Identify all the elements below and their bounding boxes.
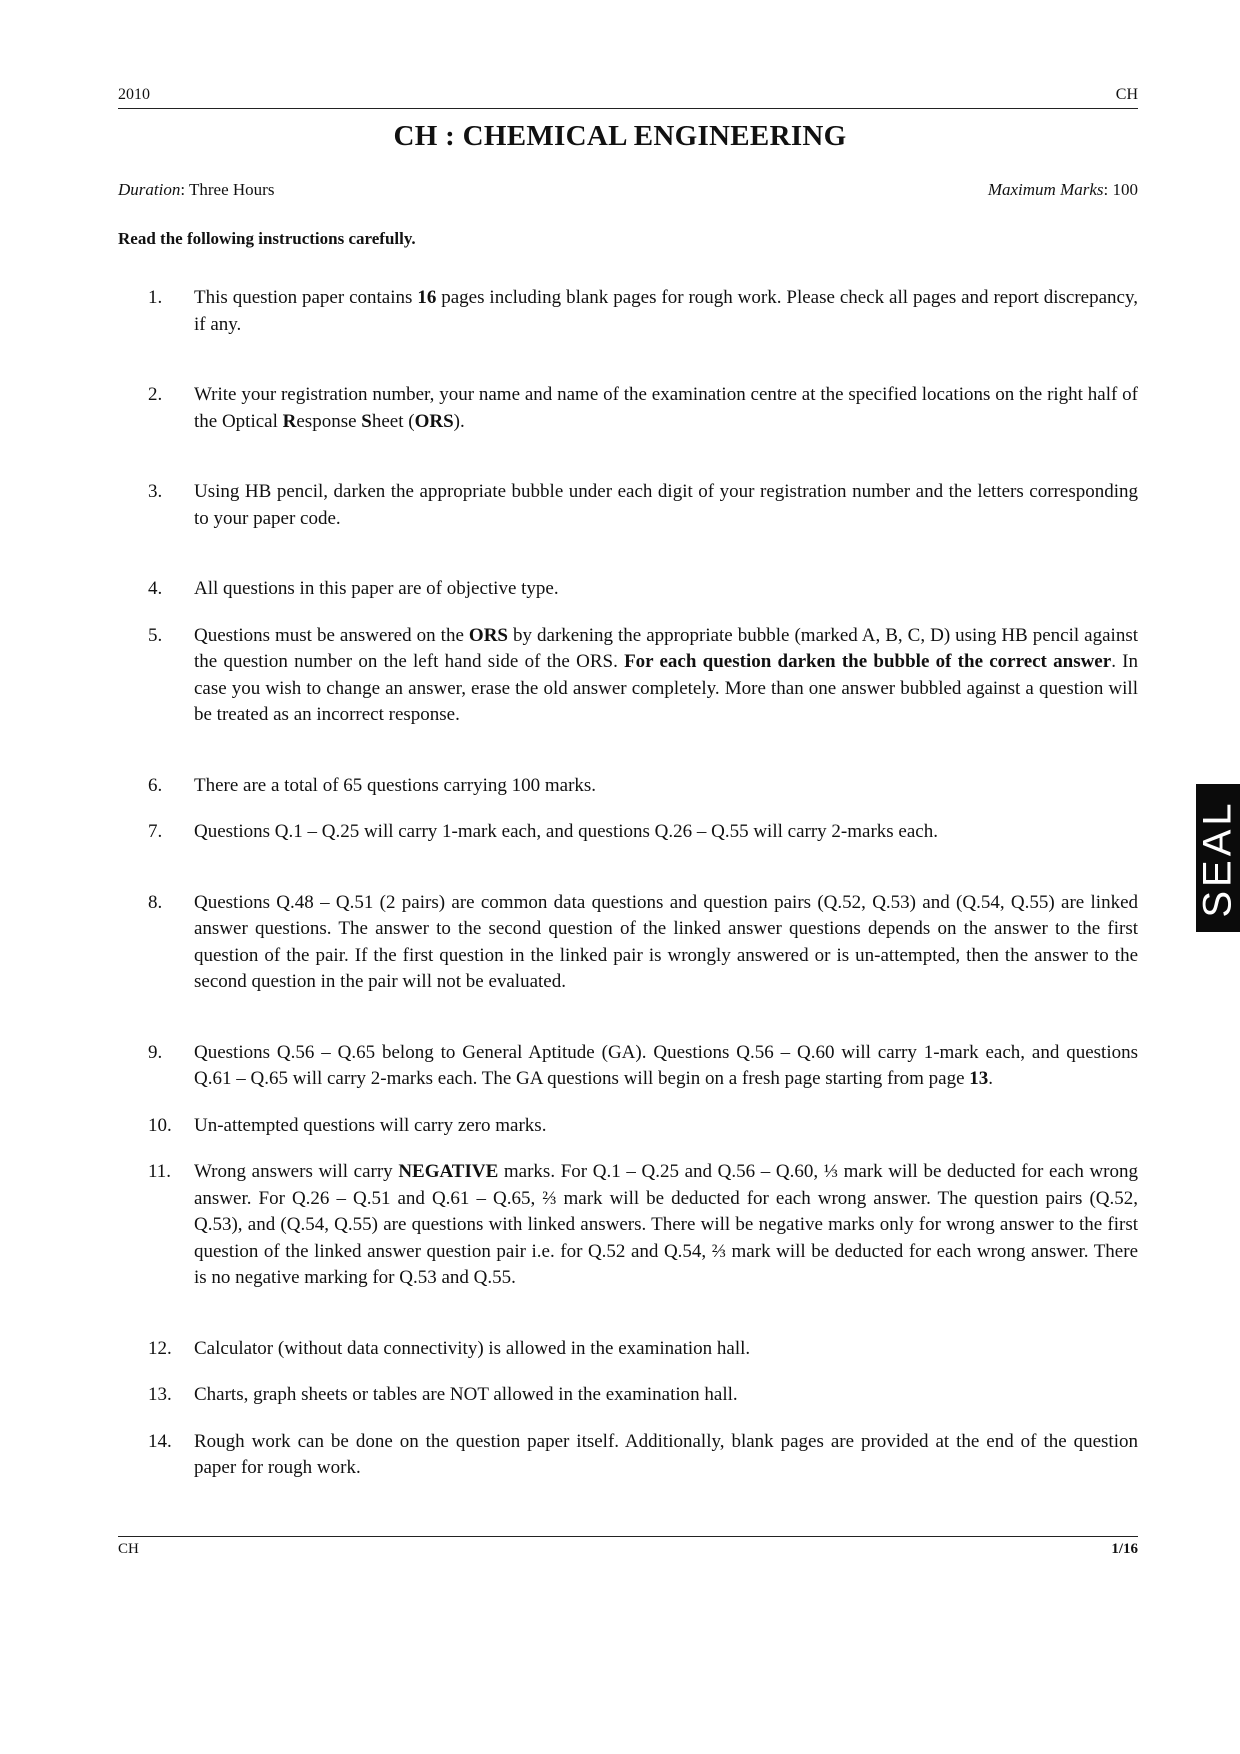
instruction-item	[148, 1113, 1138, 1140]
instructions-heading: Read the following instructions carefully.	[118, 229, 416, 248]
instruction-text-run: Using HB pencil, darken the appropriate bubble under each digit of your registration number and the letters corresponding to your paper code.	[194, 481, 1138, 529]
header-paper-code: CH	[1115, 86, 1138, 103]
instruction-text-run: Write your registration number, your name and name of the examination centre at the specified locations on the right half of the Optical	[194, 384, 1138, 432]
duration-label: Duration	[118, 180, 181, 199]
instruction-text-run: marks. For Q.1 – Q.25 and Q.56 – Q.60, ⅓ mark will be deducted for each wrong answer. For Q.26 – Q.51 and Q.61 – Q.65, ⅔ mark will be deducted for each wrong answer. The question pairs (Q.52, Q.53), and (Q.54, Q.55) are questions with linked answers. There will be negative marks only for wrong answer to the first question of the linked answer question pair i.e. for Q.52 and Q.54, ⅔ mark will be deducted for each wrong answer. There is no negative marking for Q.53 and Q.55.	[194, 1161, 1138, 1288]
instruction-item	[148, 1429, 1138, 1482]
instruction-text-run: pages including blank pages for rough work. Please check all pages and report discrepancy, if any.	[194, 287, 1138, 335]
instruction-text-run: Wrong answers will carry	[194, 1161, 399, 1182]
instruction-text-bold: 16	[417, 287, 437, 308]
instruction-number: 12.	[148, 1337, 172, 1359]
instruction-text-bold: ORS	[468, 624, 508, 646]
instruction-number: 9.	[148, 1041, 163, 1063]
footer-paper-code: CH	[118, 1541, 139, 1557]
instruction-text-run: All questions in this paper are of objective type.	[194, 578, 559, 599]
instruction-item	[148, 819, 1138, 846]
instruction-text-run: There are a total of 65 questions carrying 100 marks.	[194, 774, 597, 796]
maximum-marks: Maximum Marks: 100	[987, 180, 1138, 199]
instruction-text-bold: S	[361, 410, 372, 432]
instruction-text-bold: For each question darken the bubble of the correct answer	[624, 651, 1112, 672]
marks-value: 100	[1112, 180, 1138, 199]
instruction-number: 4.	[148, 578, 163, 599]
instruction-text	[194, 1429, 1138, 1482]
instruction-item	[148, 1159, 1138, 1292]
instruction-number: 2.	[148, 384, 163, 405]
instruction-number: 3.	[148, 481, 163, 502]
instruction-text	[194, 382, 1138, 435]
instruction-number: 5.	[148, 624, 163, 646]
instruction-text	[194, 1159, 1138, 1292]
instruction-text	[194, 576, 1138, 603]
instruction-number: 14.	[148, 1430, 172, 1452]
instruction-number: 13.	[148, 1384, 172, 1405]
instruction-text-run: Questions Q.1 – Q.25 will carry 1-mark each, and questions Q.26 – Q.55 will carry 2-marks each.	[194, 821, 938, 842]
instruction-item	[148, 773, 1138, 800]
instruction-text-bold: 13	[969, 1068, 989, 1089]
instruction-number: 1.	[148, 287, 163, 308]
instruction-item	[148, 623, 1138, 729]
instruction-text-run: Questions must be answered on the	[194, 624, 469, 646]
instruction-text	[194, 819, 1138, 846]
instruction-text-run: Questions Q.56 – Q.65 belong to General Aptitude (GA). Questions Q.56 – Q.60 will carry 1-mark each, and questions Q.61 – Q.65 will carry 2-marks each. The GA questions will begin on a fresh page starting from page	[194, 1041, 1138, 1089]
instruction-item	[148, 285, 1138, 338]
instruction-text	[194, 623, 1138, 729]
instruction-text-run: heet (	[371, 410, 415, 432]
footer-page-number: 1/16	[1111, 1541, 1138, 1557]
footer-rule	[118, 1536, 1138, 1537]
instruction-text	[194, 285, 1138, 338]
instruction-text	[194, 479, 1138, 532]
instruction-number: 11.	[148, 1161, 172, 1182]
instruction-item	[148, 1382, 1138, 1409]
instruction-text	[194, 1382, 1138, 1409]
instruction-text-bold: R	[282, 410, 297, 432]
instruction-item	[148, 382, 1138, 435]
instruction-item	[148, 1336, 1138, 1363]
instruction-text-run: . In case you wish to change an answer, erase the old answer completely. More than one answer bubbled against a question will be treated as an incorrect response.	[194, 651, 1139, 725]
duration: Duration: Three Hours	[118, 180, 275, 199]
instruction-text-run: .	[988, 1068, 994, 1089]
header-year: 2010	[118, 86, 150, 103]
header-rule	[118, 108, 1138, 109]
instruction-number: 8.	[148, 891, 163, 913]
instruction-item	[148, 576, 1138, 603]
instruction-text	[194, 773, 1138, 800]
instruction-number: 10.	[148, 1114, 172, 1136]
marks-label: Maximum Marks	[987, 180, 1104, 199]
instruction-text-bold: NEGATIVE	[398, 1161, 499, 1182]
instruction-text-run: This question paper contains	[194, 287, 418, 308]
side-seal-label: SEAL	[1195, 798, 1240, 918]
instruction-text-run: Questions Q.48 – Q.51 (2 pairs) are common data questions and question pairs (Q.52, Q.53) and (Q.54, Q.55) are linked answer questions. The answer to the second question of the linked answer questions depends on the answer to the first question of the pair. If the first question in the linked pair is wrongly answered or is un-attempted, then the answer to the second question in the pair will not be evaluated.	[194, 891, 1138, 992]
instruction-text	[194, 1336, 1138, 1363]
instruction-text-run: esponse	[296, 410, 362, 432]
instruction-item	[148, 1040, 1138, 1093]
instruction-text-run: ).	[453, 410, 465, 432]
instruction-item	[148, 890, 1138, 996]
instruction-text-bold: ORS	[414, 410, 454, 432]
instruction-text-run: Charts, graph sheets or tables are NOT allowed in the examination hall.	[194, 1384, 738, 1405]
instruction-text	[194, 1040, 1138, 1093]
instruction-text-run: Calculator (without data connectivity) is allowed in the examination hall.	[194, 1337, 751, 1359]
page-title: CH : CHEMICAL ENGINEERING	[393, 120, 847, 152]
instructions-list	[148, 285, 1138, 1482]
instruction-text-run: Un-attempted questions will carry zero marks.	[194, 1114, 547, 1136]
instruction-number: 7.	[148, 821, 163, 842]
instruction-text-run: Rough work can be done on the question paper itself. Additionally, blank pages are provided at the end of the question paper for rough work.	[194, 1430, 1138, 1478]
instruction-item	[148, 479, 1138, 532]
instruction-text-run: by darkening the appropriate bubble (marked A, B, C, D) using HB pencil against the question number on the left hand side of the ORS.	[194, 624, 1138, 672]
side-seal-tab	[1196, 784, 1240, 932]
instruction-number: 6.	[148, 774, 163, 796]
instruction-text	[194, 1113, 1138, 1140]
instruction-text	[194, 890, 1138, 996]
duration-value: Three Hours	[189, 180, 275, 199]
